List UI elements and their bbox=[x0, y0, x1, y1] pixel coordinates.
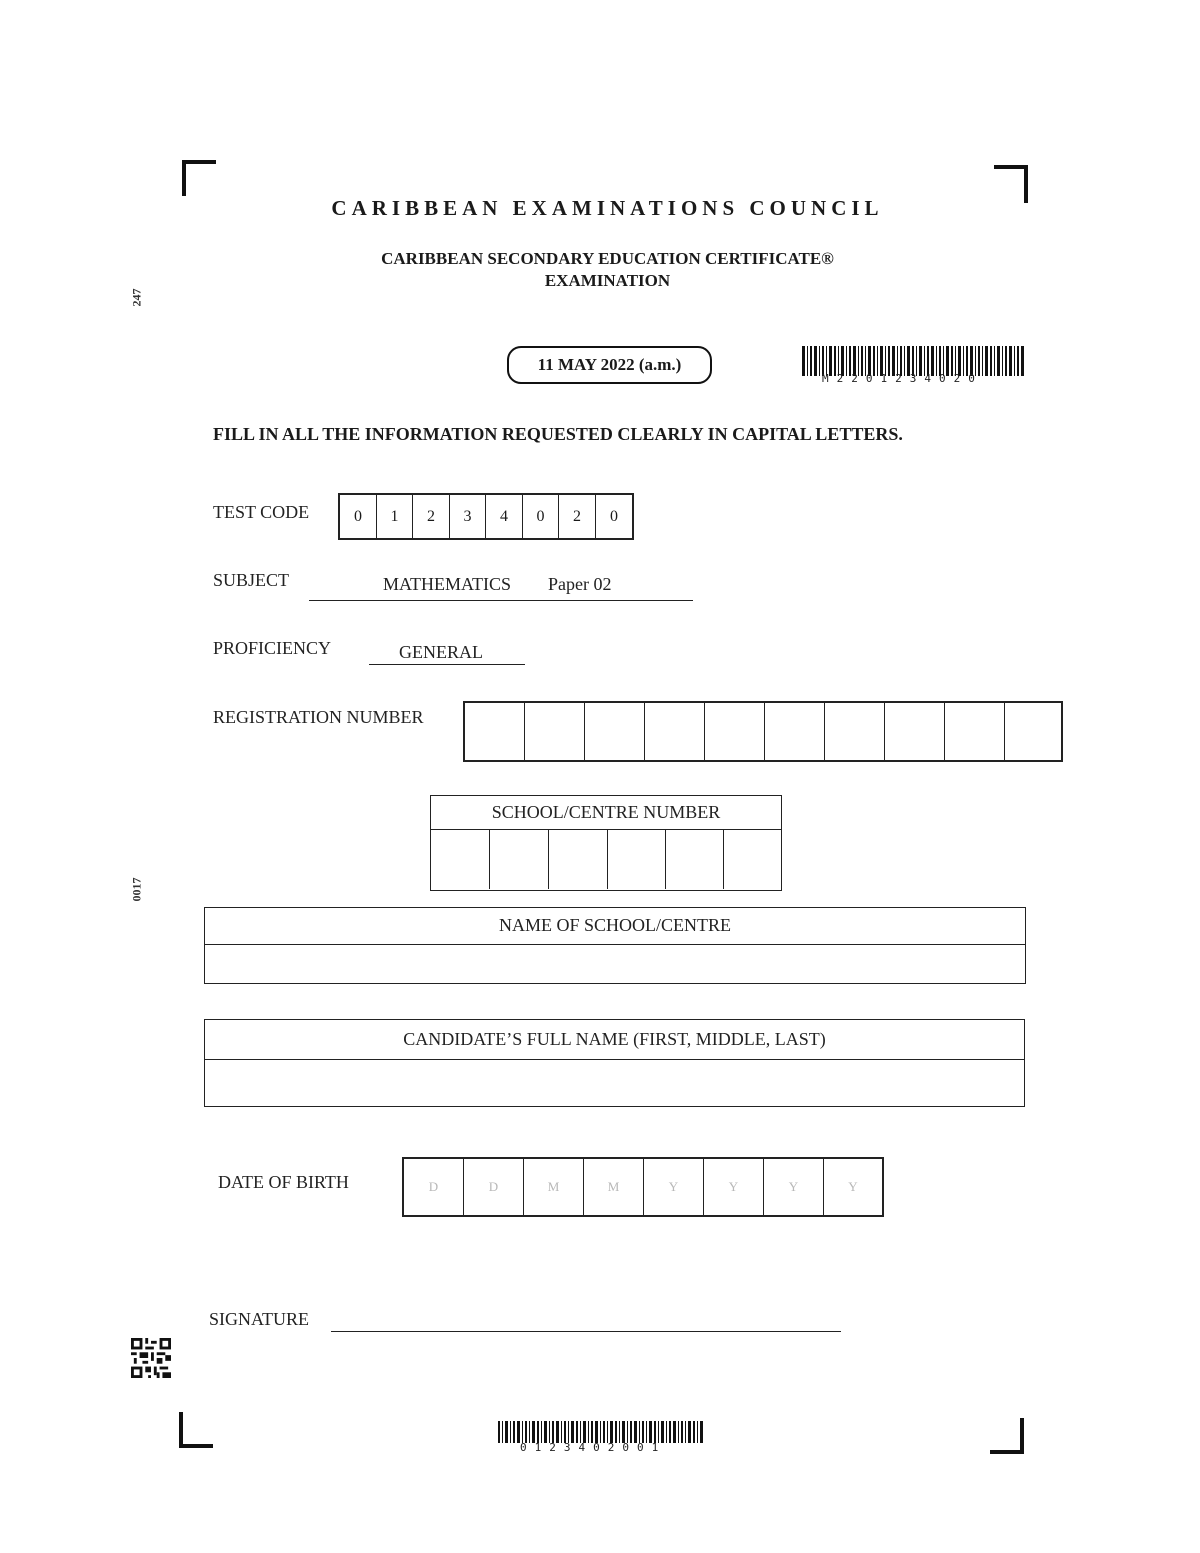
corner-mark-bottom-right bbox=[990, 1418, 1024, 1454]
council-title: CARIBBEAN EXAMINATIONS COUNCIL bbox=[331, 196, 884, 220]
registration-digit-box[interactable] bbox=[825, 703, 885, 760]
test-code-label: TEST CODE bbox=[213, 502, 310, 522]
dob-month-box[interactable]: M bbox=[584, 1159, 644, 1215]
registration-digit-box[interactable] bbox=[465, 703, 525, 760]
candidate-name-field[interactable] bbox=[205, 1060, 1024, 1106]
test-code-digit: 2 bbox=[559, 495, 596, 538]
registration-number-label: REGISTRATION NUMBER bbox=[213, 707, 424, 727]
dob-year-box[interactable]: Y bbox=[848, 1179, 858, 1194]
exam-date: 11 MAY 2022 (a.m.) bbox=[507, 346, 712, 384]
registration-number-boxes[interactable] bbox=[463, 701, 1063, 762]
school-centre-digit-box[interactable] bbox=[549, 830, 608, 889]
dob-month-box[interactable]: M bbox=[524, 1159, 584, 1215]
school-centre-number-boxes[interactable] bbox=[431, 830, 781, 889]
school-centre-digit-box[interactable] bbox=[431, 830, 490, 889]
dob-year-box[interactable]: Y bbox=[644, 1159, 704, 1215]
school-centre-digit-box[interactable] bbox=[490, 830, 549, 889]
school-name-label: NAME OF SCHOOL/CENTRE bbox=[205, 908, 1025, 945]
subject-label: SUBJECT bbox=[213, 570, 290, 590]
corner-mark-bottom-left bbox=[179, 1412, 213, 1448]
instructions: FILL IN ALL THE INFORMATION REQUESTED CLEARLY IN CAPITAL LETTERS. bbox=[213, 424, 903, 444]
candidate-name-label: CANDIDATE’S FULL NAME (FIRST, MIDDLE, LAST) bbox=[205, 1020, 1024, 1060]
registration-digit-box[interactable] bbox=[585, 703, 645, 760]
registration-digit-box[interactable] bbox=[1005, 703, 1061, 760]
signature-field[interactable] bbox=[331, 1310, 841, 1332]
school-centre-number-panel bbox=[430, 795, 782, 891]
margin-code-middle: 0017 bbox=[129, 877, 144, 902]
certificate-title-line2: EXAMINATION bbox=[544, 271, 671, 290]
school-centre-digit-box[interactable] bbox=[724, 830, 780, 889]
subject-value: MATHEMATICS bbox=[383, 574, 512, 594]
corner-mark-top-left bbox=[182, 160, 216, 196]
school-centre-number-label: SCHOOL/CENTRE NUMBER bbox=[431, 796, 781, 830]
dob-day-box[interactable]: D bbox=[464, 1159, 524, 1215]
test-code-digit: 0 bbox=[610, 507, 618, 525]
proficiency-label: PROFICIENCY bbox=[213, 638, 332, 658]
bottom-barcode-bars bbox=[498, 1421, 705, 1443]
test-code-boxes bbox=[338, 493, 634, 540]
dob-year-box[interactable]: Y bbox=[764, 1159, 824, 1215]
certificate-title-line1: CARIBBEAN SECONDARY EDUCATION CERTIFICATE® bbox=[381, 249, 834, 268]
date-of-birth-boxes[interactable] bbox=[402, 1157, 884, 1217]
bottom-barcode bbox=[498, 1421, 705, 1454]
registration-digit-box[interactable] bbox=[525, 703, 585, 760]
qr-code-icon bbox=[130, 1338, 172, 1378]
test-code-digit: 3 bbox=[450, 495, 486, 538]
date-of-birth-label: DATE OF BIRTH bbox=[218, 1172, 349, 1192]
test-code-digit: 1 bbox=[377, 495, 413, 538]
margin-code-top: 247 bbox=[129, 288, 144, 307]
subject-field[interactable] bbox=[309, 574, 693, 601]
registration-digit-box[interactable] bbox=[645, 703, 705, 760]
subject-paper: Paper 02 bbox=[548, 574, 612, 594]
certificate-title bbox=[0, 248, 1200, 292]
proficiency-field[interactable] bbox=[369, 642, 525, 665]
registration-digit-box[interactable] bbox=[705, 703, 765, 760]
registration-digit-box[interactable] bbox=[945, 703, 1005, 760]
dob-year-box[interactable]: Y bbox=[704, 1159, 764, 1215]
test-code-digit: 0 bbox=[523, 495, 559, 538]
candidate-name-panel bbox=[204, 1019, 1025, 1107]
signature-label: SIGNATURE bbox=[209, 1309, 310, 1329]
top-barcode bbox=[802, 346, 1024, 385]
top-barcode-text: M2201234020 bbox=[822, 372, 983, 385]
dob-day-box[interactable]: D bbox=[404, 1159, 464, 1215]
school-centre-digit-box[interactable] bbox=[608, 830, 666, 889]
registration-digit-box[interactable] bbox=[885, 703, 945, 760]
school-name-panel bbox=[204, 907, 1026, 984]
test-code-digit: 4 bbox=[486, 495, 523, 538]
test-code-digit: 0 bbox=[340, 495, 377, 538]
test-code-digit: 2 bbox=[413, 495, 450, 538]
bottom-barcode-text: 0123402001 bbox=[520, 1441, 667, 1454]
school-name-field[interactable] bbox=[205, 945, 1025, 983]
registration-digit-box[interactable] bbox=[765, 703, 825, 760]
school-centre-digit-box[interactable] bbox=[666, 830, 724, 889]
proficiency-value: GENERAL bbox=[399, 642, 483, 662]
